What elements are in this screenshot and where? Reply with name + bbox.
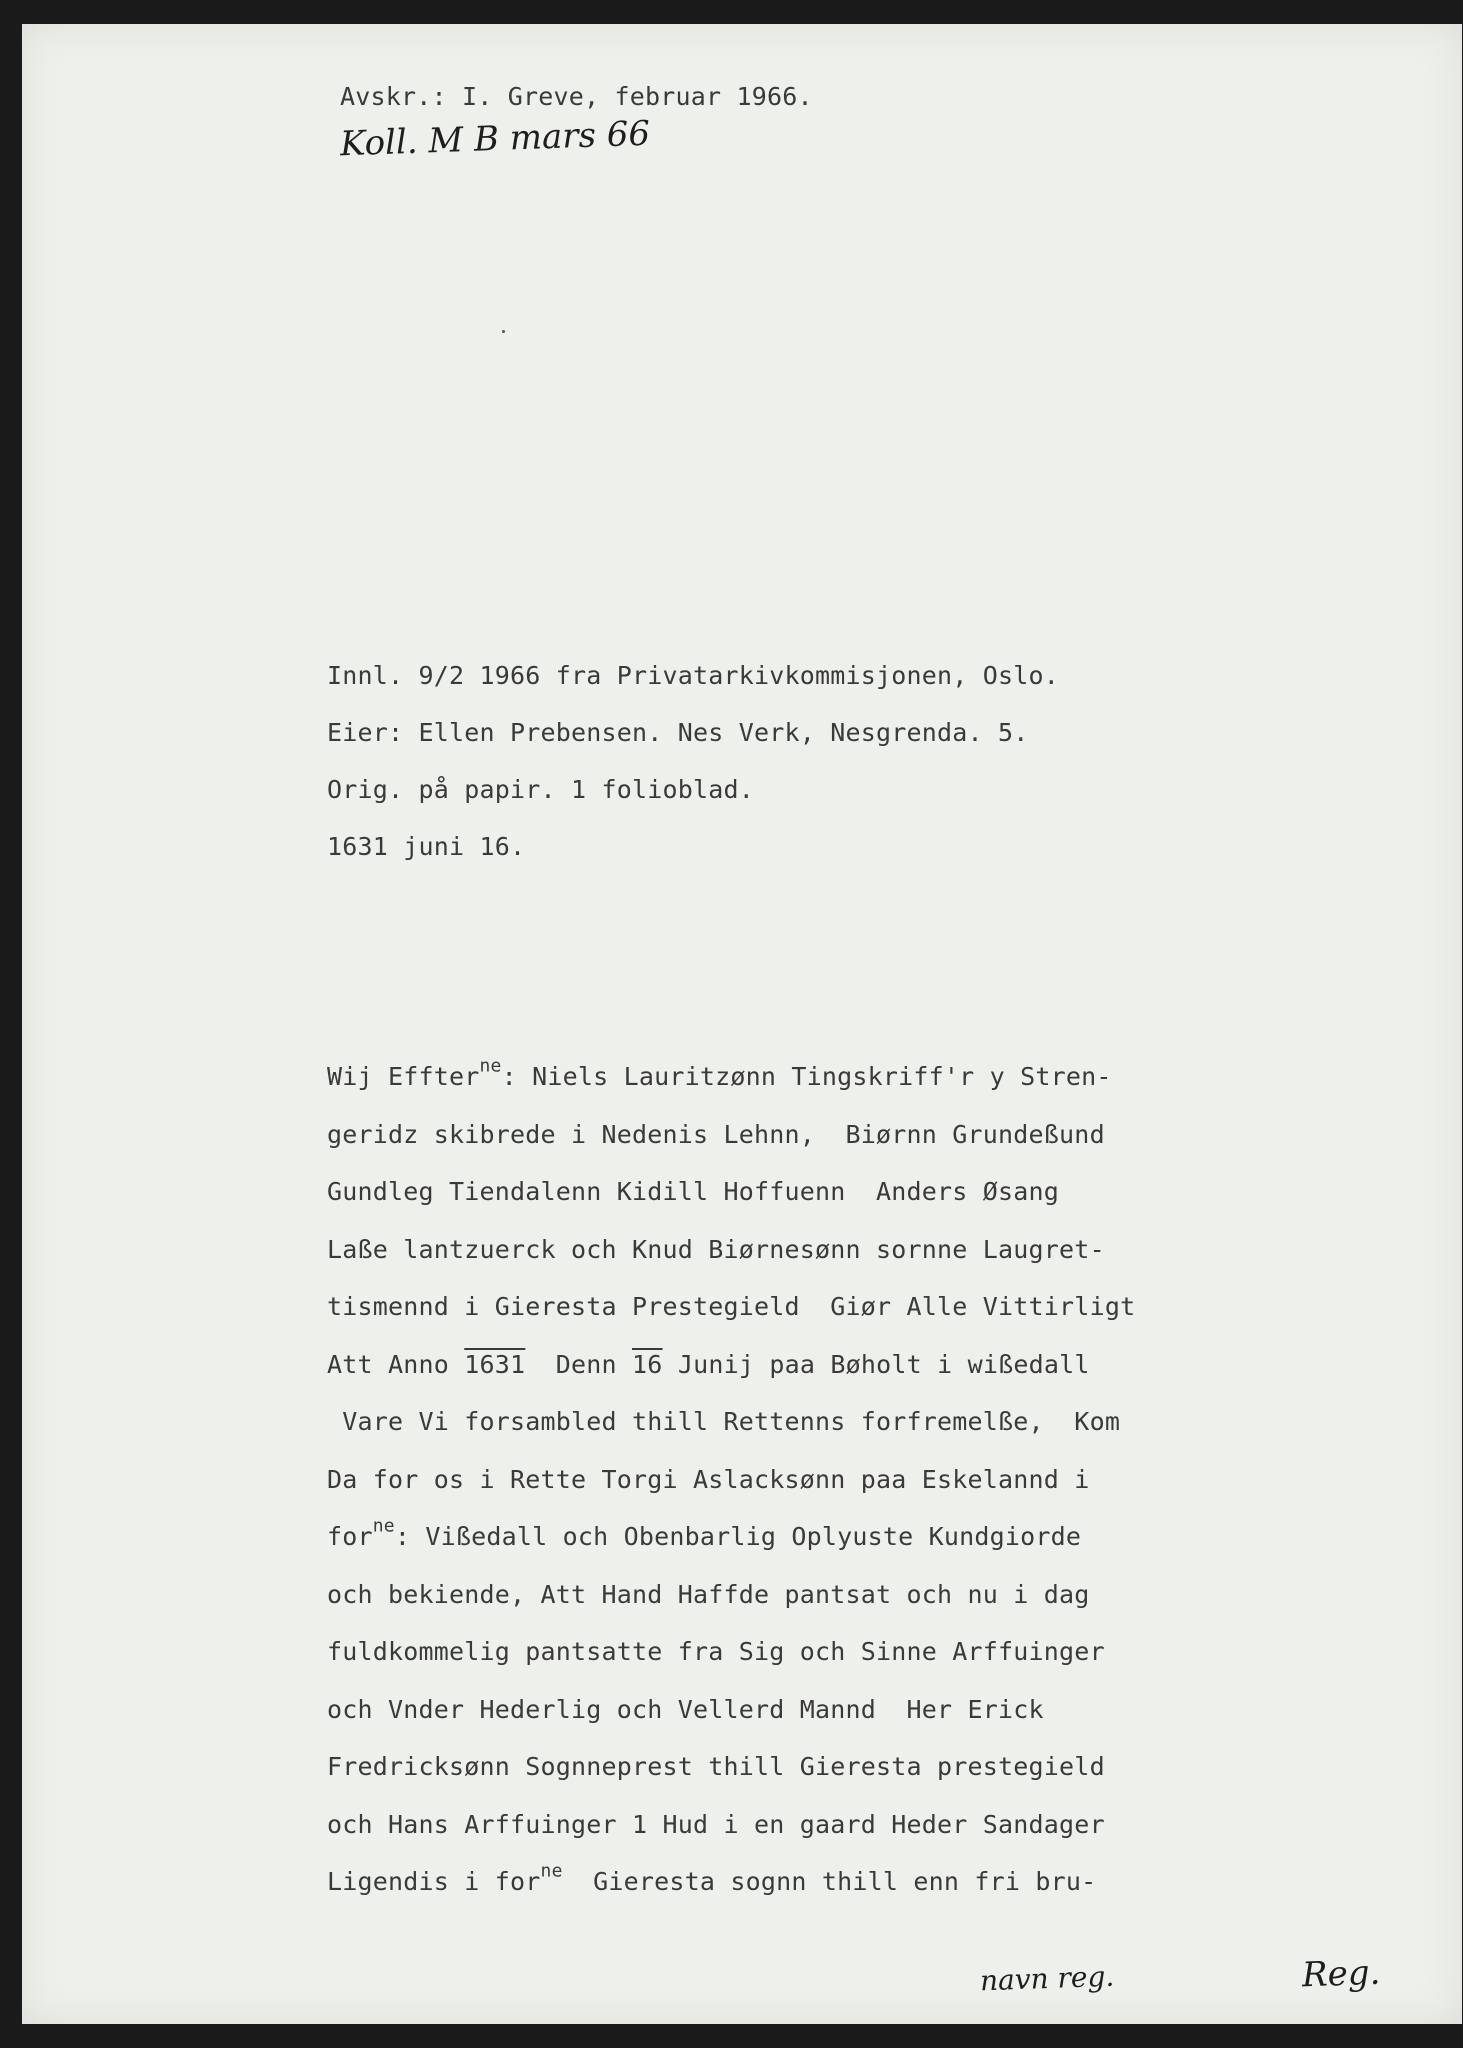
meta-line-received: Innl. 9/2 1966 fra Privatarkivkommisjonen, Oslo. <box>327 661 1060 690</box>
body-line-14: och Hans Arffuinger 1 Hud i en gaard Heder Sandager <box>327 1810 1105 1839</box>
meta-line-owner: Eier: Ellen Prebensen. Nes Verk, Nesgrenda. 5. <box>327 718 1029 747</box>
body-line-10: och bekiende, Att Hand Haffde pantsat och nu i dag <box>327 1580 1090 1609</box>
body-line-12: och Vnder Hederlig och Vellerd Mannd Her Erick <box>327 1695 1044 1724</box>
body-line-3: Gundleg Tiendalenn Kidill Hoffuenn Anders Øsang <box>327 1177 1060 1206</box>
ink-speck <box>502 330 505 333</box>
handwritten-collation-note: Koll. M B mars 66 <box>339 113 651 165</box>
handwritten-name-register-note: navn reg. <box>979 1959 1115 1998</box>
meta-line-original: Orig. på papir. 1 folioblad. <box>327 775 755 804</box>
body-line-2: geridz skibrede i Nedenis Lehnn, Biørnn Grundeßund <box>327 1120 1105 1149</box>
body-line-4: Laße lantzuerck och Knud Biørnesønn sornne Laugret- <box>327 1235 1105 1264</box>
body-line-9: for$^{ne}$: Vißedall och Obenbarlig Oplyuste Kundgiorde <box>327 1515 1082 1551</box>
body-line-7: Vare Vi forsambled thill Rettenns forfremelße, Kom <box>327 1407 1121 1436</box>
body-line-5: tismennd i Gieresta Prestegield Giør Alle Vittirligt <box>327 1292 1136 1321</box>
handwritten-register-note: Reg. <box>1301 1952 1381 1996</box>
body-line-6: Att Anno 1631 Denn 16 Junij paa Bøholt i wißedall <box>327 1350 1090 1379</box>
transcription-note: Avskr.: I. Greve, februar 1966. <box>340 82 813 111</box>
body-line-8: Da for os i Rette Torgi Aslacksønn paa Eskelannd i <box>327 1465 1090 1494</box>
body-line-13: Fredricksønn Sognneprest thill Gieresta prestegield <box>327 1752 1105 1781</box>
body-line-11: fuldkommelig pantsatte fra Sig och Sinne Arffuinger <box>327 1637 1105 1666</box>
body-line-15: Ligendis i for$^{ne}$ Gieresta sognn thill enn fri bru- <box>327 1860 1097 1896</box>
meta-line-date: 1631 juni 16. <box>327 832 526 861</box>
body-line-1: Wij Effter$^{ne}$: Niels Lauritzønn Tingskriff'r y Stren- <box>327 1055 1112 1091</box>
document-page <box>22 24 1462 2024</box>
